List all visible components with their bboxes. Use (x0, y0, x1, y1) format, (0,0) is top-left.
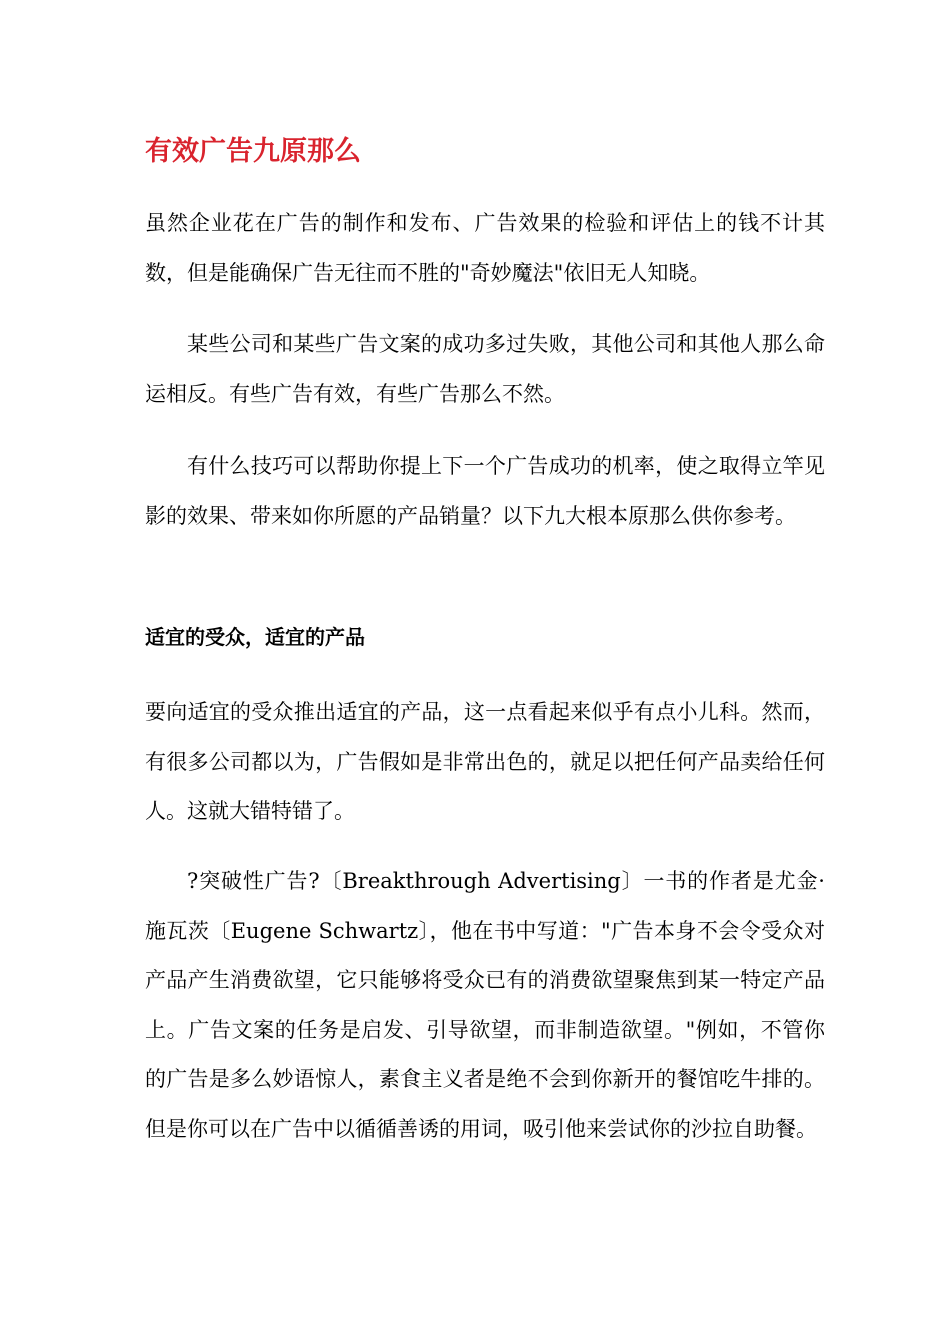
intro-paragraph-1: 虽然企业花在广告的制作和发布、广告效果的检验和评估上的钱不计其数，但是能确保广告无往而不胜的"奇妙魔法"依旧无人知晓。 (145, 211, 825, 285)
section-heading: 适宜的受众，适宜的产品 (145, 625, 365, 649)
section-paragraph-1: 要向适宜的受众推出适宜的产品，这一点看起来似乎有点小儿科。然而，有很多公司都以为，广告假如是非常出色的，就足以把任何产品卖给任何人。这就大错特错了。 (145, 700, 825, 823)
section-paragraph-2: ?突破性广告?〔Breakthrough Advertising〕一书的作者是尤金·施瓦茨〔Eugene Schwartz〕，他在书中写道："广告本身不会令受众对产品产生消费欲望，它只能够将受众已有的消费欲望聚焦到某一特定产品上。广告文案的任务是启发、引导欲望，而非制造欲望。"例如，不管你的广告是多么妙语惊人，素食主义者是绝不会到你新开的餐馆吃牛排的。但是你可以在广告中以循循善诱的用词，吸引他来尝试你的沙拉自助餐。 (145, 869, 825, 1141)
document-title: 有效广告九原那么 (145, 136, 361, 167)
intro-paragraph-2: 某些公司和某些广告文案的成功多过失败，其他公司和其他人那么命运相反。有些广告有效，有些广告那么不然。 (145, 332, 825, 406)
intro-paragraph-3: 有什么技巧可以帮助你提上下一个广告成功的机率，使之取得立竿见影的效果、带来如你所愿的产品销量？以下九大根本原那么供你参考。 (145, 454, 825, 528)
